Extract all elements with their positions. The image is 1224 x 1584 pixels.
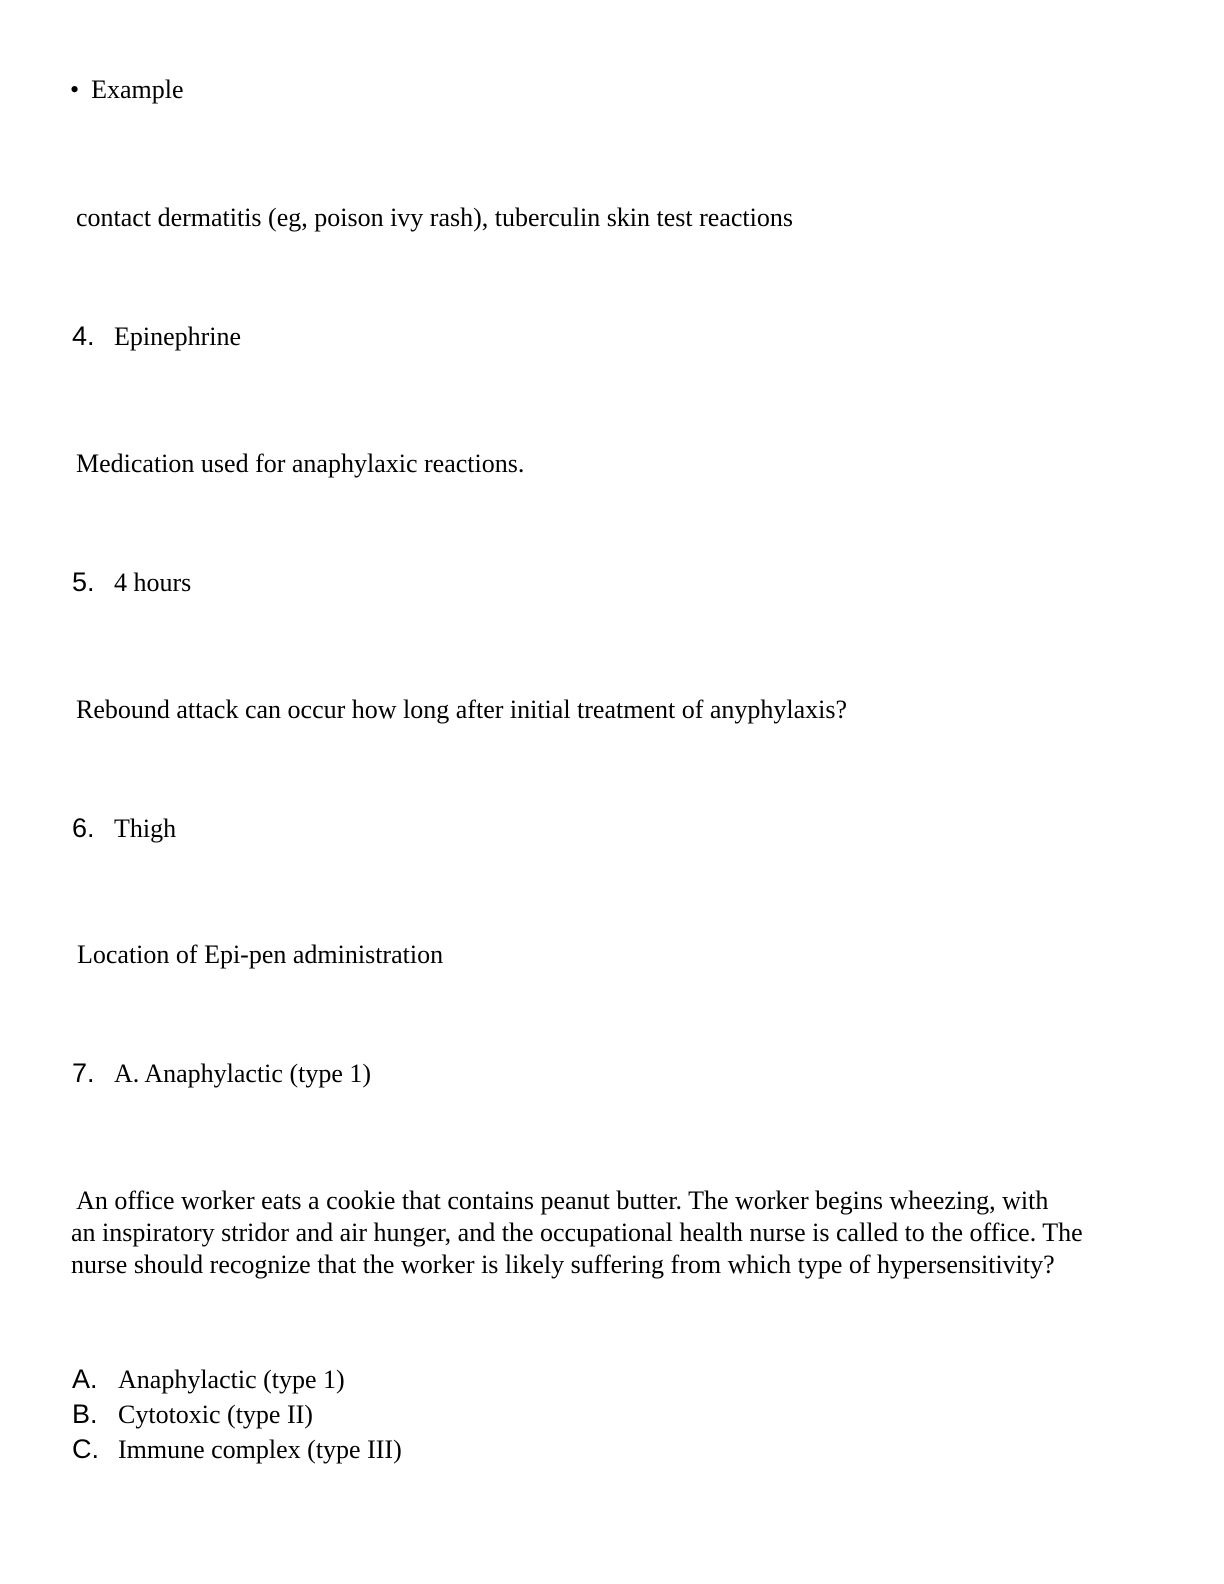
option-c bbox=[72, 1432, 402, 1467]
option-letter: B. bbox=[72, 1399, 98, 1429]
term-text: A. Anaphylactic (type 1) bbox=[114, 1059, 372, 1088]
option-b bbox=[72, 1397, 402, 1432]
term-text: 4 hours bbox=[114, 568, 192, 597]
question-line: An office worker eats a cookie that contains peanut butter. The worker begins wheezing, with bbox=[71, 1186, 1049, 1215]
term-text: Thigh bbox=[114, 814, 177, 843]
question-line: nurse should recognize that the worker is likely suffering from which type of hypersensitivity? bbox=[71, 1250, 1055, 1279]
flashcard-term bbox=[72, 812, 176, 845]
example-bullet bbox=[70, 74, 184, 106]
flashcard-definition: Medication used for anaphylaxic reactions. bbox=[76, 449, 525, 478]
flashcard-term bbox=[72, 1057, 371, 1090]
option-text: Cytotoxic (type II) bbox=[118, 1400, 313, 1429]
question-stem bbox=[71, 1185, 1151, 1281]
question-line: an inspiratory stridor and air hunger, and the occupational health nurse is called to the office. The bbox=[71, 1218, 1083, 1247]
bullet-label: Example bbox=[91, 75, 184, 104]
example-answer: contact dermatitis (eg, poison ivy rash), tuberculin skin test reactions bbox=[76, 203, 793, 232]
option-a bbox=[72, 1362, 402, 1397]
item-number: 7. bbox=[72, 1058, 95, 1088]
option-text: Immune complex (type III) bbox=[118, 1435, 402, 1464]
option-text: Anaphylactic (type 1) bbox=[118, 1365, 345, 1394]
item-number: 4. bbox=[72, 321, 95, 351]
item-number: 6. bbox=[72, 813, 95, 843]
flashcard-term bbox=[72, 566, 191, 599]
term-text: Epinephrine bbox=[114, 322, 242, 351]
bullet-marker: • bbox=[70, 75, 80, 104]
item-number: 5. bbox=[72, 567, 95, 597]
flashcard-definition: Location of Epi-pen administration bbox=[77, 940, 444, 969]
option-letter: C. bbox=[72, 1434, 99, 1464]
option-letter: A. bbox=[72, 1364, 98, 1394]
flashcard-definition: Rebound attack can occur how long after initial treatment of anyphylaxis? bbox=[76, 695, 848, 724]
flashcard-term bbox=[72, 320, 241, 353]
answer-options bbox=[72, 1362, 402, 1467]
